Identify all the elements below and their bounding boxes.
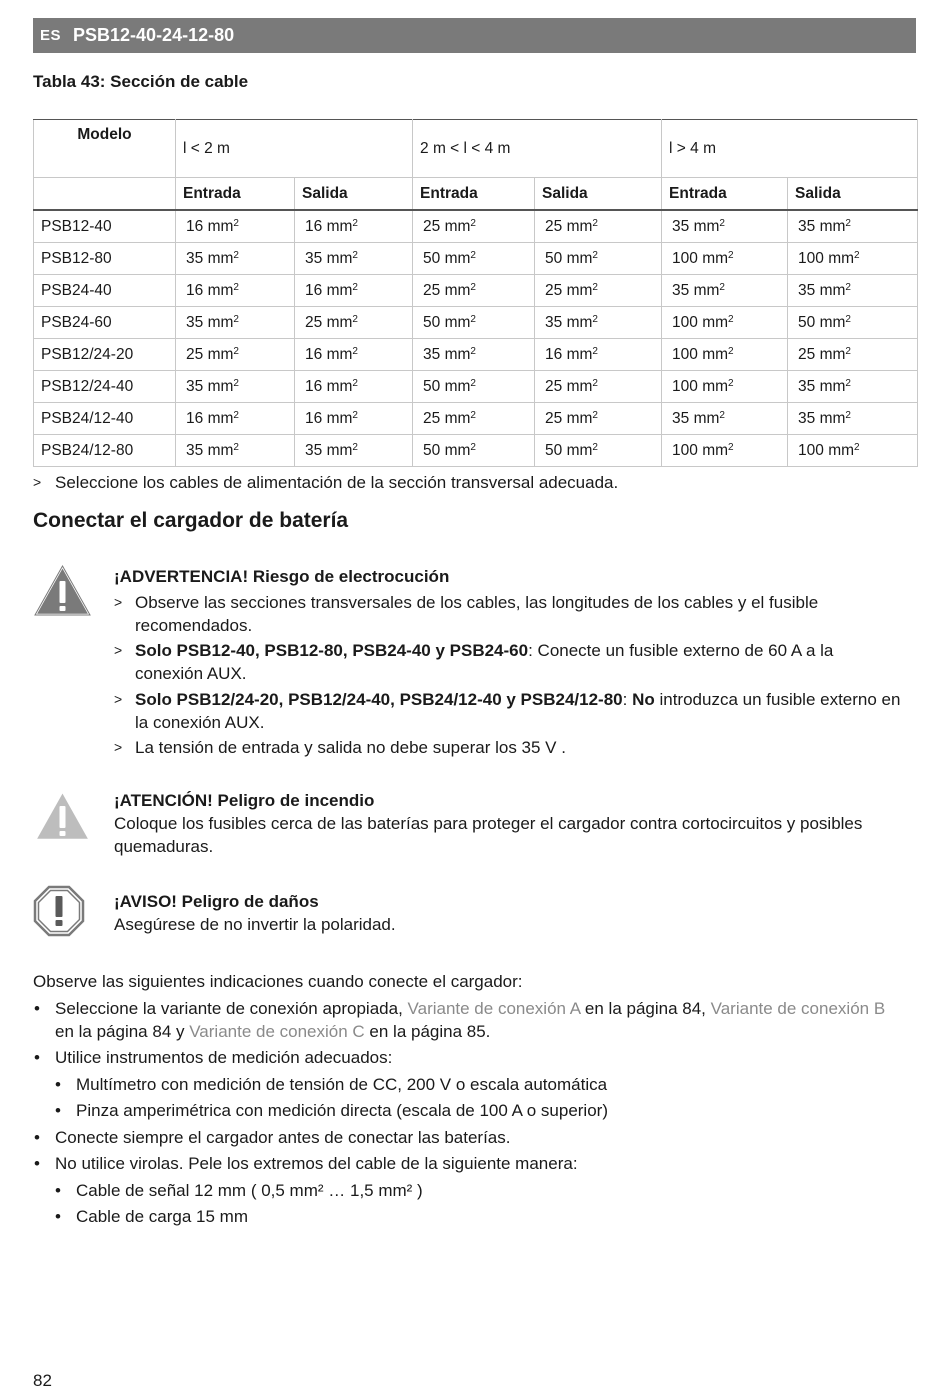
bullet: • — [55, 1074, 61, 1094]
language-code: ES — [40, 27, 62, 44]
cross-section-value: 35 — [672, 409, 690, 427]
group-header: l < 2 m — [176, 120, 413, 178]
column-header-output: Salida — [295, 178, 413, 211]
step-arrow: > — [114, 739, 123, 755]
cross-section-cell — [662, 210, 788, 243]
sub-list-item-text: Cable de señal 12 mm ( 0,5 mm² … 1,5 mm² ) — [76, 1180, 423, 1200]
list-item-text: Conecte siempre el cargador antes de conectar las baterías. — [55, 1127, 511, 1147]
cross-section-cell — [662, 435, 788, 467]
cross-section-cell — [176, 210, 295, 243]
cross-section-value: 25 — [798, 345, 816, 363]
unit: mm — [819, 409, 846, 427]
connection-instructions — [33, 970, 903, 1228]
unit-exponent: 2 — [352, 409, 358, 421]
unit: mm — [326, 409, 353, 427]
warning-item — [114, 688, 904, 734]
cross-section-value: 100 — [798, 249, 824, 267]
sub-list-item — [33, 1205, 903, 1228]
unit: mm — [444, 249, 471, 267]
group-header: 2 m < l < 4 m — [413, 120, 662, 178]
cross-section-cell — [295, 210, 413, 243]
table-caption: Tabla 43: Sección de cable — [33, 72, 249, 91]
cross-section-cell — [413, 435, 535, 467]
intro-text: Observe las siguientes indicaciones cuando conecte el cargador: — [33, 972, 523, 991]
unit: mm — [326, 249, 353, 267]
cross-section-cell — [535, 435, 662, 467]
sub-list-item — [33, 1099, 903, 1122]
warning-item-bold: No — [632, 689, 655, 709]
cross-section-cell — [176, 339, 295, 371]
header-bar — [33, 18, 916, 53]
section-heading: Conectar el cargador de batería — [33, 509, 349, 532]
unit-exponent: 2 — [845, 377, 851, 389]
sub-list-item-text: Cable de carga 15 mm — [76, 1207, 248, 1226]
unit-exponent: 2 — [352, 217, 358, 229]
warning-triangle-icon — [33, 564, 92, 617]
cross-section-value: 35 — [545, 313, 563, 331]
unit: mm — [207, 409, 234, 427]
column-header-model: Modelo — [34, 120, 176, 178]
cross-section-cell — [788, 435, 918, 467]
unit-exponent: 2 — [233, 217, 239, 229]
cross-section-value: 35 — [798, 217, 816, 235]
cross-section-cell — [788, 403, 918, 435]
cross-section-value: 35 — [798, 409, 816, 427]
bullet: • — [55, 1207, 61, 1226]
unit: mm — [693, 281, 720, 299]
cable-section-table — [33, 119, 918, 467]
unit-exponent: 2 — [233, 377, 239, 389]
unit: mm — [207, 217, 234, 235]
warning-block — [114, 565, 904, 759]
unit: mm — [207, 313, 234, 331]
step-arrow: > — [33, 474, 42, 490]
cross-section-cell — [788, 243, 918, 275]
cross-section-value: 25 — [545, 217, 563, 235]
bullet: • — [34, 1048, 40, 1067]
cross-section-cell — [413, 243, 535, 275]
cross-section-cell — [788, 307, 918, 339]
unit-exponent: 2 — [470, 217, 476, 229]
notice-octagon-icon — [33, 885, 85, 937]
model-cell: PSB24-40 — [34, 275, 176, 307]
cross-section-value: 35 — [186, 441, 204, 459]
cross-section-cell — [662, 243, 788, 275]
list-item-text: No utilice virolas. Pele los extremos del cable de la siguiente manera: — [55, 1154, 578, 1173]
unit-exponent: 2 — [592, 441, 598, 453]
cross-section-value: 16 — [186, 409, 204, 427]
unit-exponent: 2 — [352, 249, 358, 261]
unit: mm — [566, 409, 593, 427]
unit-exponent: 2 — [233, 249, 239, 261]
cross-section-cell — [295, 307, 413, 339]
cross-section-value: 35 — [672, 281, 690, 299]
unit: mm — [207, 377, 234, 395]
unit: mm — [819, 313, 846, 331]
cross-section-value: 16 — [305, 409, 323, 427]
cross-section-cell — [535, 371, 662, 403]
column-header-input: Entrada — [176, 178, 295, 211]
unit: mm — [819, 377, 846, 395]
cross-section-cell — [662, 403, 788, 435]
unit-exponent: 2 — [719, 217, 725, 229]
cross-section-cell — [535, 307, 662, 339]
cross-section-value: 16 — [305, 377, 323, 395]
model-cell: PSB12/24-20 — [34, 339, 176, 371]
table-row — [34, 243, 918, 275]
cross-section-value: 25 — [545, 409, 563, 427]
bullet: • — [34, 998, 40, 1018]
caution-block — [114, 789, 904, 858]
cross-section-value: 35 — [186, 249, 204, 267]
table-body — [34, 210, 918, 467]
unit-exponent: 2 — [352, 377, 358, 389]
warning-item-text: Observe las secciones transversales de los cables, las longitudes de los cables y el fusible recomendados. — [135, 592, 819, 635]
unit-exponent: 2 — [592, 281, 598, 293]
warning-item-bold: Solo PSB12-40, PSB12-80, PSB24-40 y PSB24-60 — [135, 641, 529, 660]
sub-list-item — [33, 1179, 903, 1202]
unit: mm — [702, 249, 729, 267]
cross-section-cell — [295, 275, 413, 307]
cross-section-value: 25 — [305, 313, 323, 331]
model-cell: PSB24/12-40 — [34, 403, 176, 435]
warning-item — [114, 591, 904, 637]
unit-exponent: 2 — [352, 441, 358, 453]
cross-section-value: 50 — [798, 313, 816, 331]
cross-section-cell — [413, 275, 535, 307]
unit: mm — [702, 345, 729, 363]
cross-section-value: 50 — [545, 249, 563, 267]
cross-section-cell — [535, 210, 662, 243]
unit-exponent: 2 — [592, 217, 598, 229]
cross-section-cell — [413, 307, 535, 339]
list-item-text: en la página 84, — [580, 998, 711, 1018]
unit-exponent: 2 — [233, 345, 239, 357]
list-item-text: Utilice instrumentos de medición adecuados: — [55, 1048, 393, 1067]
unit-exponent: 2 — [592, 249, 598, 261]
unit: mm — [326, 281, 353, 299]
step-arrow: > — [114, 593, 123, 610]
unit: mm — [444, 281, 471, 299]
column-header-output: Salida — [788, 178, 918, 211]
unit-exponent: 2 — [233, 409, 239, 421]
cross-section-cell — [176, 435, 295, 467]
unit: mm — [819, 345, 846, 363]
warning-title: ¡ADVERTENCIA! Riesgo de electrocución — [114, 567, 450, 586]
unit-exponent: 2 — [728, 441, 734, 453]
unit: mm — [693, 409, 720, 427]
cross-section-value: 50 — [423, 441, 441, 459]
unit-exponent: 2 — [728, 249, 734, 261]
unit-exponent: 2 — [728, 313, 734, 325]
cross-section-cell — [413, 339, 535, 371]
unit: mm — [566, 345, 593, 363]
unit: mm — [819, 281, 846, 299]
unit: mm — [444, 217, 471, 235]
unit-exponent: 2 — [233, 281, 239, 293]
column-header-input: Entrada — [662, 178, 788, 211]
list-item-text: Seleccione la variante de conexión apropiada, — [55, 998, 408, 1018]
unit-exponent: 2 — [845, 217, 851, 229]
cross-section-value: 100 — [672, 441, 698, 459]
unit: mm — [207, 441, 234, 459]
unit: mm — [828, 441, 855, 459]
cross-section-value: 35 — [672, 217, 690, 235]
bullet: • — [55, 1180, 61, 1200]
unit-exponent: 2 — [719, 281, 725, 293]
cross-section-cell — [535, 243, 662, 275]
column-header-empty — [34, 178, 176, 211]
cross-section-value: 100 — [672, 313, 698, 331]
cross-section-cell — [176, 243, 295, 275]
cross-section-cell — [295, 243, 413, 275]
unit: mm — [566, 249, 593, 267]
notice-text: Asegúrese de no invertir la polaridad. — [114, 915, 396, 934]
unit: mm — [566, 441, 593, 459]
cross-section-cell — [295, 371, 413, 403]
cross-section-cell — [788, 339, 918, 371]
unit-exponent: 2 — [470, 313, 476, 325]
cross-section-cell — [788, 210, 918, 243]
list-item — [33, 1126, 903, 1149]
warning-item — [114, 639, 904, 685]
cross-section-value: 16 — [305, 217, 323, 235]
unit-exponent: 2 — [845, 281, 851, 293]
cross-section-value: 16 — [186, 217, 204, 235]
model-cell: PSB12-80 — [34, 243, 176, 275]
unit-exponent: 2 — [845, 409, 851, 421]
unit-exponent: 2 — [592, 313, 598, 325]
table-row — [34, 339, 918, 371]
sub-list-item-text: Multímetro con medición de tensión de CC, 200 V o escala automática — [76, 1074, 608, 1094]
cross-section-cell — [535, 339, 662, 371]
cross-section-cell — [788, 275, 918, 307]
cross-section-cell — [662, 371, 788, 403]
unit: mm — [444, 377, 471, 395]
instruction-text: Seleccione los cables de alimentación de la sección transversal adecuada. — [55, 473, 619, 492]
step-arrow: > — [114, 690, 123, 707]
cross-section-cell — [176, 307, 295, 339]
table-row — [34, 307, 918, 339]
cross-section-cell — [295, 403, 413, 435]
cross-section-value: 16 — [305, 345, 323, 363]
list-item — [33, 1152, 903, 1175]
cross-section-cell — [788, 371, 918, 403]
table-row — [34, 435, 918, 467]
cross-section-cell — [295, 339, 413, 371]
unit: mm — [566, 217, 593, 235]
unit: mm — [207, 281, 234, 299]
cross-section-value: 100 — [672, 249, 698, 267]
sub-list-item — [33, 1073, 903, 1096]
caution-triangle-icon — [33, 789, 92, 842]
cross-section-cell — [662, 307, 788, 339]
model-cell: PSB12/24-40 — [34, 371, 176, 403]
caution-text: Coloque los fusibles cerca de las baterías para proteger el cargador contra cortocircuitos y posibles quemaduras. — [114, 814, 863, 856]
cross-section-cell — [176, 275, 295, 307]
warning-item — [114, 736, 904, 759]
unit: mm — [566, 313, 593, 331]
unit-exponent: 2 — [470, 281, 476, 293]
cross-section-value: 35 — [798, 377, 816, 395]
cross-section-value: 35 — [186, 313, 204, 331]
link-variant-a[interactable]: Variante de conexión A — [407, 998, 581, 1018]
cross-section-cell — [176, 371, 295, 403]
model-cell: PSB24-60 — [34, 307, 176, 339]
cross-section-cell — [662, 339, 788, 371]
list-item-text: en la página 84 y — [55, 1021, 190, 1041]
unit-exponent: 2 — [233, 441, 239, 453]
unit: mm — [444, 409, 471, 427]
unit: mm — [326, 217, 353, 235]
cross-section-value: 25 — [545, 281, 563, 299]
caution-title: ¡ATENCIÓN! Peligro de incendio — [114, 791, 375, 810]
notice-title: ¡AVISO! Peligro de daños — [114, 892, 319, 911]
unit: mm — [566, 281, 593, 299]
warning-item-text: La tensión de entrada y salida no debe superar los 35 V . — [135, 738, 566, 757]
unit-exponent: 2 — [352, 345, 358, 357]
document-title: PSB12-40-24-12-80 — [73, 25, 235, 45]
instruction-step — [33, 471, 618, 494]
unit-exponent: 2 — [719, 409, 725, 421]
link-variant-b[interactable]: Variante de conexión B — [710, 998, 886, 1018]
unit: mm — [326, 441, 353, 459]
cross-section-value: 35 — [798, 281, 816, 299]
cross-section-value: 50 — [545, 441, 563, 459]
cross-section-cell — [413, 403, 535, 435]
unit: mm — [702, 313, 729, 331]
cross-section-cell — [535, 403, 662, 435]
unit-exponent: 2 — [854, 441, 860, 453]
cross-section-value: 25 — [423, 409, 441, 427]
step-arrow: > — [114, 642, 123, 658]
link-variant-c[interactable]: Variante de conexión C — [189, 1021, 365, 1041]
unit: mm — [326, 313, 353, 331]
notice-block — [114, 890, 904, 936]
unit-exponent: 2 — [592, 345, 598, 357]
cross-section-value: 25 — [423, 217, 441, 235]
warning-item-text: introduzca un fusible externo en la conexión AUX. — [135, 689, 901, 732]
table-row — [34, 275, 918, 307]
unit-exponent: 2 — [470, 441, 476, 453]
list-item-text: en la página 85. — [364, 1021, 491, 1041]
unit: mm — [207, 345, 234, 363]
cross-section-cell — [662, 275, 788, 307]
cross-section-value: 100 — [672, 345, 698, 363]
bullet: • — [55, 1101, 61, 1120]
unit-exponent: 2 — [728, 377, 734, 389]
cross-section-value: 100 — [798, 441, 824, 459]
unit: mm — [828, 249, 855, 267]
bullet: • — [34, 1154, 40, 1173]
bullet: • — [34, 1127, 40, 1147]
unit: mm — [702, 377, 729, 395]
cross-section-value: 50 — [423, 377, 441, 395]
table-row — [34, 403, 918, 435]
cross-section-value: 25 — [545, 377, 563, 395]
sub-list-item-text: Pinza amperimétrica con medición directa (escala de 100 A o superior) — [76, 1101, 608, 1120]
cross-section-value: 16 — [186, 281, 204, 299]
cross-section-value: 16 — [305, 281, 323, 299]
cross-section-value: 35 — [186, 377, 204, 395]
column-header-output: Salida — [535, 178, 662, 211]
unit-exponent: 2 — [728, 345, 734, 357]
cross-section-value: 16 — [545, 345, 563, 363]
unit-exponent: 2 — [592, 377, 598, 389]
unit: mm — [207, 249, 234, 267]
group-header: l > 4 m — [662, 120, 918, 178]
unit: mm — [444, 441, 471, 459]
unit-exponent: 2 — [470, 377, 476, 389]
unit-exponent: 2 — [233, 313, 239, 325]
cross-section-value: 35 — [305, 249, 323, 267]
unit-exponent: 2 — [470, 345, 476, 357]
unit-exponent: 2 — [854, 249, 860, 261]
unit-exponent: 2 — [845, 313, 851, 325]
warning-item-text: : Conecte un fusible externo de 60 A a la conexión AUX. — [135, 641, 834, 683]
list-item — [33, 1046, 903, 1069]
unit-exponent: 2 — [470, 409, 476, 421]
unit-exponent: 2 — [352, 313, 358, 325]
table-row — [34, 371, 918, 403]
cross-section-cell — [413, 210, 535, 243]
unit: mm — [326, 377, 353, 395]
cross-section-cell — [176, 403, 295, 435]
unit-exponent: 2 — [470, 249, 476, 261]
page-number: 82 — [33, 1371, 52, 1390]
warning-item-bold: Solo PSB12/24-20, PSB12/24-40, PSB24/12-40 y PSB24/12-80 — [135, 689, 623, 709]
unit: mm — [444, 345, 471, 363]
cross-section-value: 35 — [305, 441, 323, 459]
cross-section-value: 25 — [186, 345, 204, 363]
cross-section-value: 35 — [423, 345, 441, 363]
column-header-input: Entrada — [413, 178, 535, 211]
unit: mm — [702, 441, 729, 459]
model-cell: PSB12-40 — [34, 210, 176, 243]
unit: mm — [566, 377, 593, 395]
unit-exponent: 2 — [845, 345, 851, 357]
cross-section-value: 100 — [672, 377, 698, 395]
cross-section-value: 25 — [423, 281, 441, 299]
cross-section-value: 50 — [423, 313, 441, 331]
warning-item-text: : — [622, 689, 633, 709]
cross-section-cell — [535, 275, 662, 307]
cross-section-value: 50 — [423, 249, 441, 267]
unit-exponent: 2 — [352, 281, 358, 293]
unit: mm — [693, 217, 720, 235]
cross-section-cell — [413, 371, 535, 403]
model-cell: PSB24/12-80 — [34, 435, 176, 467]
list-item — [33, 997, 903, 1043]
unit-exponent: 2 — [592, 409, 598, 421]
unit: mm — [326, 345, 353, 363]
unit: mm — [819, 217, 846, 235]
cross-section-cell — [295, 435, 413, 467]
table-row — [34, 210, 918, 243]
unit: mm — [444, 313, 471, 331]
